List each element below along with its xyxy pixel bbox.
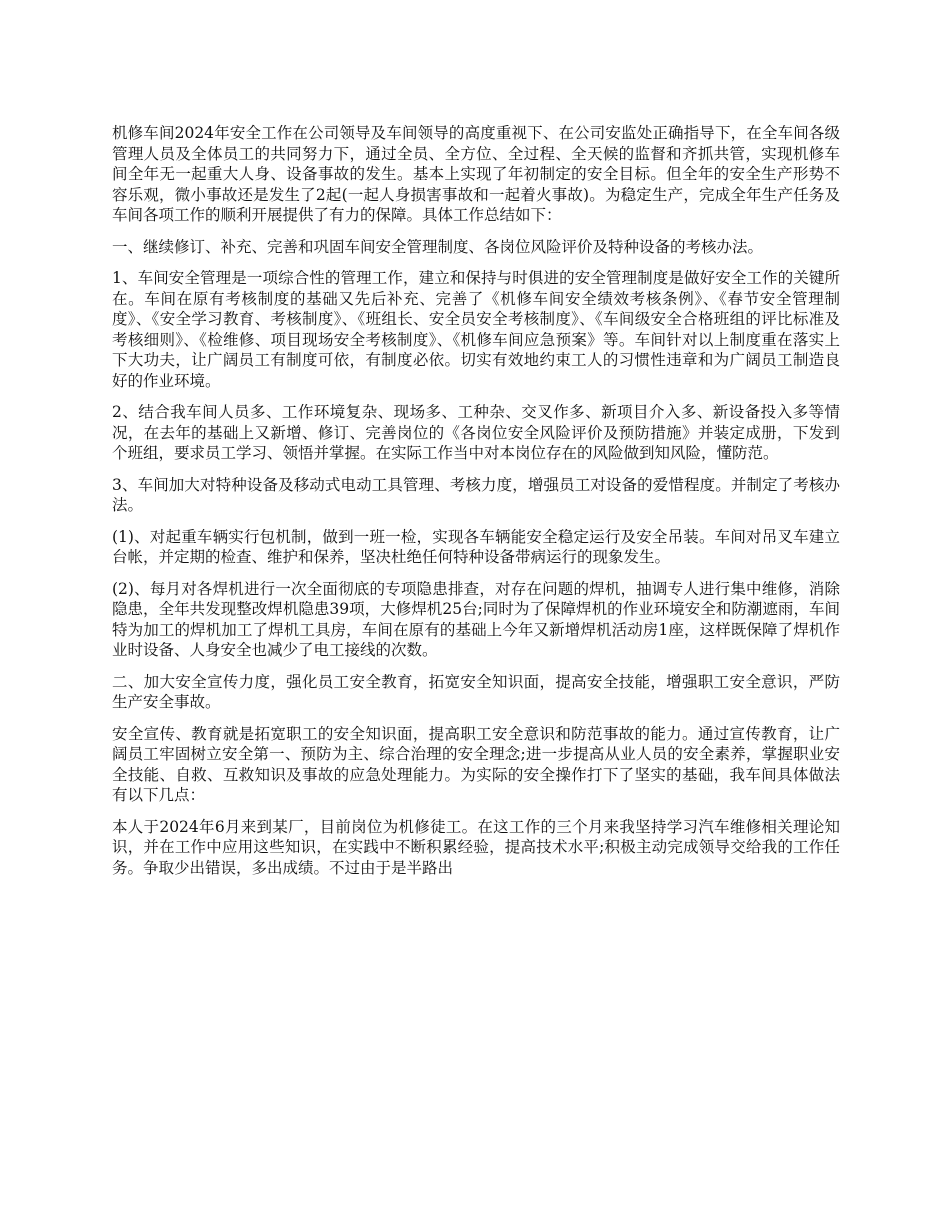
paragraph-subitem-2: (2)、每月对各焊机进行一次全面彻底的专项隐患排查，对存在问题的焊机，抽调专人进行集中维修，消除隐患，全年共发现整改焊机隐患39项，大修焊机25台;同时为了保障焊机的作业环境安全和防潮遮雨，车间特为加工的焊机加工了焊机工具房，车间在原有的基础上今年又新增焊机活动房1座，这样既保障了焊机作业时设备、人身安全也减少了电工接线的次数。 [112,579,840,659]
section-heading-2: 二、加大安全宣传力度，强化员工安全教育，拓宽安全知识面，提高安全技能，增强职工安全意识，严防生产安全事故。 [112,672,840,711]
paragraph-item-3: 3、车间加大对特种设备及移动式电动工具管理、考核力度，增强员工对设备的爱惜程度。并制定了考核办法。 [112,475,840,514]
document-body [112,123,840,889]
paragraph-subitem-1: (1)、对起重车辆实行包机制，做到一班一检，实现各车辆能安全稳定运行及安全吊装。车间对吊叉车建立台帐，并定期的检查、维护和保养，坚决杜绝任何特种设备带病运行的现象发生。 [112,527,840,566]
paragraph-intro: 机修车间2024年安全工作在公司领导及车间领导的高度重视下、在公司安监处正确指导下，在全车间各级管理人员及全体员工的共同努力下，通过全员、全方位、全过程、全天候的监督和齐抓共管，实现机修车间全年无一起重大人身、设备事故的发生。基本上实现了年初制定的安全目标。但全年的安全生产形势不容乐观，微小事故还是发生了2起(一起人身损害事故和一起着火事故)。为稳定生产，完成全年生产任务及车间各项工作的顺利开展提供了有力的保障。具体工作总结如下： [112,124,840,224]
paragraph-item-1: 1、车间安全管理是一项综合性的管理工作，建立和保持与时俱进的安全管理制度是做好安全工作的关键所在。车间在原有考核制度的基础又先后补充、完善了《机修车间安全绩效考核条例》、《春节安全管理制度》、《安全学习教育、考核制度》、《班组长、安全员安全考核制度》、《车间级安全合格班组的评比标准及考核细则》、《检维修、项目现场安全考核制度》、《机修车间应急预案》等。车间针对以上制度重在落实上下大功夫，让广阔员工有制度可依，有制度必依。切实有效地约束工人的习惯性违章和为广阔员工制造良好的作业环境。 [112,269,840,390]
paragraph-item-2: 2、结合我车间人员多、工作环境复杂、现场多、工种杂、交叉作多、新项目介入多、新设备投入多等情况，在去年的基础上又新增、修订、完善岗位的《各岗位安全风险评价及预防措施》并装定成册，下发到个班组，要求员工学习、领悟并掌握。在实际工作当中对本岗位存在的风险做到知风险，懂防范。 [112,403,840,462]
paragraph-personal: 本人于2024年6月来到某厂，目前岗位为机修徒工。在这工作的三个月来我坚持学习汽车维修相关理论知识，并在工作中应用这些知识，在实践中不断积累经验，提高技术水平;积极主动完成领导交给我的工作任务。争取少出错误，多出成绩。不过由于是半路出 [112,817,840,877]
paragraph-education: 安全宣传、教育就是拓宽职工的安全知识面，提高职工安全意识和防范事故的能力。通过宣传教育，让广阔员工牢固树立安全第一、预防为主、综合治理的安全理念;进一步提高从业人员的安全素养，掌握职业安全技能、自救、互救知识及事故的应急处理能力。为实际的安全操作打下了坚实的基础，我车间具体做法有以下几点： [112,724,840,804]
section-heading-1: 一、继续修订、补充、完善和巩固车间安全管理制度、各岗位风险评价及特种设备的考核办法。 [112,237,764,256]
